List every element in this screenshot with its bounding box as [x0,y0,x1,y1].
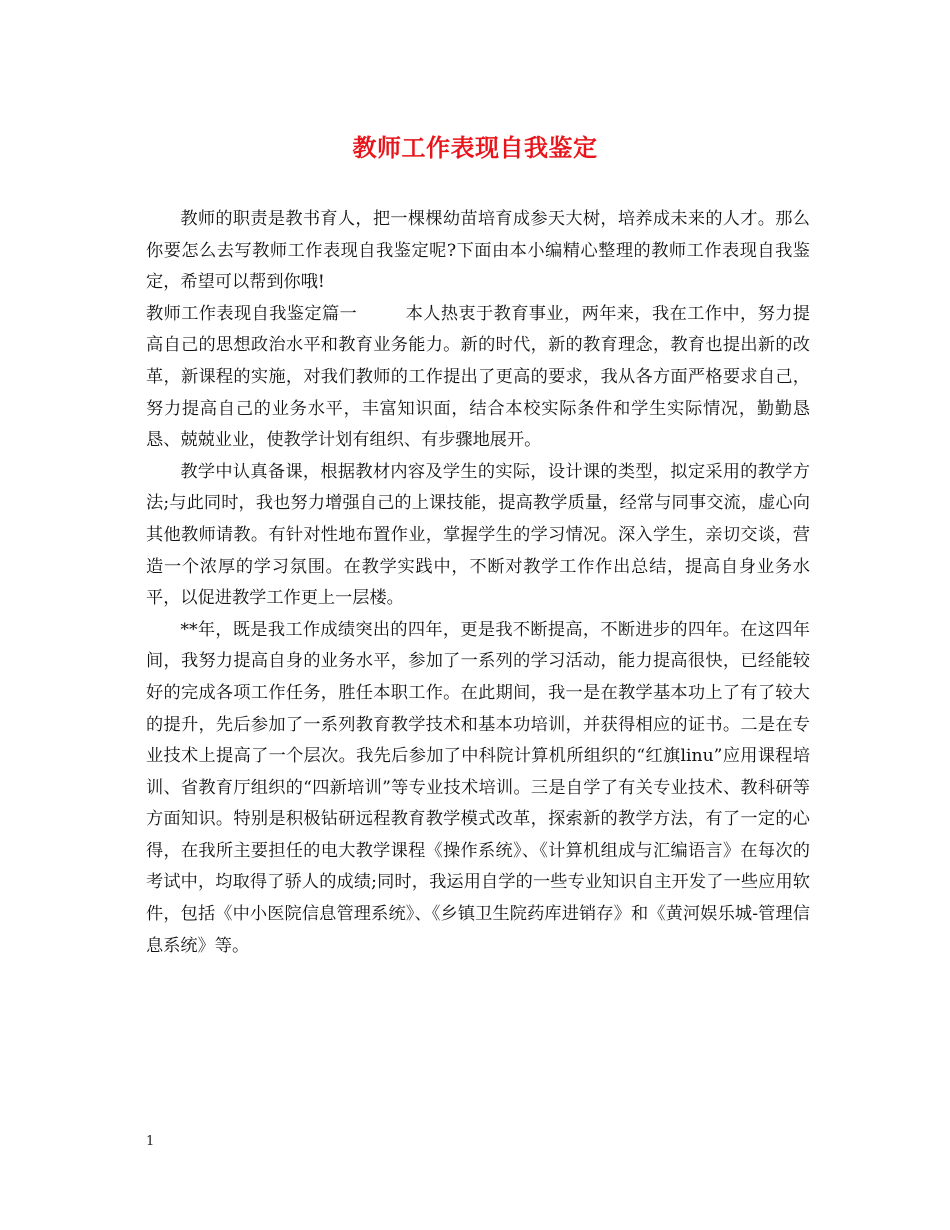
page-number: 1 [146,1134,155,1149]
section-first-paragraph: 本人热衷于教育事业，两年来，我在工作中，努力提高自己的思想政治水平和教育业务能力。新的时代，新的教育理念，教育也提出新的改革，新课程的实施，对我们教师的工作提出了更高的要求，我从各方面严格要求自己，努力提高自己的业务水平，丰富知识面，结合本校实际条件和学生实际情况，勤勤恳恳、兢兢业业，使教学计划有组织、有步骤地展开。 [146,303,810,451]
document-body [146,204,810,962]
section-heading: 教师工作表现自我鉴定篇一 [146,303,358,324]
section-paragraph [146,299,810,457]
body-paragraph-2: 教学中认真备课，根据教材内容及学生的实际，设计课的类型，拟定采用的教学方法;与此同时，我也努力增强自己的上课技能，提高教学质量，经常与同事交流，虚心向其他教师请教。有针对性地布置作业，掌握学生的学习情况。深入学生，亲切交谈，营造一个浓厚的学习氛围。在教学实践中，不断对教学工作作出总结，提高自身业务水平，以促进教学工作更上一层楼。 [146,461,810,609]
document-title: 教师工作表现自我鉴定 [352,133,598,162]
body-paragraph-3: **年，既是我工作成绩突出的四年，更是我不断提高，不断进步的四年。在这四年间，我努力提高自身的业务水平，参加了一系列的学习活动，能力提高很快，已经能较好的完成各项工作任务，胜任本职工作。在此期间，我一是在教学基本功上了有了较大的提升，先后参加了一系列教育教学技术和基本功培训，并获得相应的证书。二是在专业技术上提高了一个层次。我先后参加了中科院计算机所组织的“红旗linu”应用课程培训、省教育厅组织的“四新培训”等专业技术培训。三是自学了有关专业技术、教科研等方面知识。特别是积极钻研远程教育教学模式改革，探索新的教学方法，有了一定的心得，在我所主要担任的电大教学课程《操作系统》、《计算机组成与汇编语言》在每次的考试中，均取得了骄人的成绩;同时，我运用自学的一些专业知识自主开发了一些应用软件，包括《中小医院信息管理系统》、《乡镇卫生院药库进销存》和《黄河娱乐城-管理信息系统》等。 [146,619,810,956]
intro-paragraph: 教师的职责是教书育人，把一棵棵幼苗培育成参天大树，培养成未来的人才。那么你要怎么去写教师工作表现自我鉴定呢?下面由本小编精心整理的教师工作表现自我鉴定，希望可以帮到你哦! [146,209,810,293]
